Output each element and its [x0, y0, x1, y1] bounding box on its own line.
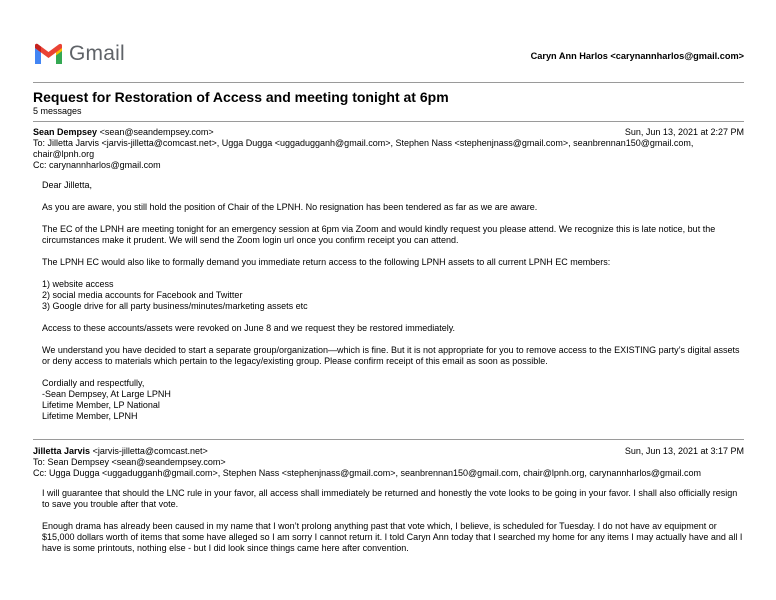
gmail-logo[interactable]	[33, 42, 125, 66]
sender	[33, 127, 214, 138]
paragraph: The EC of the LPNH are meeting tonight for an emergency session at 6pm via Zoom and would kindly request you please attend. We recognize this is late notice, but the circumstances make it prudent. We will send the Zoom login url once you confirm receipt you can attend.	[42, 224, 716, 245]
gmail-m-icon	[33, 42, 64, 66]
sender-name: Jilletta Jarvis	[33, 446, 91, 456]
asset-list	[42, 279, 744, 312]
recipients-cc: Cc: carynannharlos@gmail.com	[33, 160, 161, 170]
message-body	[42, 488, 744, 554]
paragraph: Access to these accounts/assets were revoked on June 8 and we request they be restored immediately.	[42, 323, 456, 333]
message-body	[42, 180, 744, 422]
recipients-to: To: Jilletta Jarvis <jarvis-jilletta@comcast.net>, Ugga Dugga <uggadugganh@gmail.com>, Stephen Nass <stephenjnass@gmail.com>, seanbrennan150@gmail.com,	[33, 138, 694, 148]
list-item: 2) social media accounts for Facebook and Twitter	[42, 290, 243, 300]
header-divider	[33, 82, 744, 83]
sender-email: <sean@seandempsey.com>	[99, 127, 214, 137]
email-print-page	[33, 0, 744, 600]
sender-name: Sean Dempsey	[33, 127, 98, 137]
message-2	[33, 446, 744, 565]
message-1	[33, 127, 744, 422]
message-divider	[33, 439, 744, 440]
recipients-cc: Cc: Ugga Dugga <uggadugganh@gmail.com>, Stephen Nass <stephenjnass@gmail.com>, seanbrennan150@gmail.com, chair@lpnh.org, carynannharlos@gmail.com	[33, 468, 702, 478]
message-count: 5 messages	[33, 106, 82, 116]
paragraph: Enough drama has already been caused in my name that I won’t prolong anything past that vote which, I believe, is scheduled for Tuesday. I do not have av equipment or $15,000 dollars worth of items that some have alleged so I am sorry I cannot return it. I told Caryn Ann today that I searched my home for any items I may actually have and all I have is some printouts, nothing else - but I did look since things came here after convention.	[42, 521, 743, 553]
paragraph: We understand you have decided to start a separate group/organization—which is fine. But it is not appropriate for you to remove access to the EXISTING party’s digital assets or deny access to materials which pertain to the legacy/existing group. Please confirm receipt of this email as soon as possible.	[42, 345, 740, 366]
message-2-header	[33, 446, 744, 457]
signature-line: -Sean Dempsey, At Large LPNH	[42, 389, 171, 399]
greeting: Dear Jilletta,	[42, 180, 93, 190]
paragraph: I will guarantee that should the LNC rule in your favor, all access shall immediately be returned and honestly the vote looks to be going in your favor. I shall also officially resign to save you trouble after that vote.	[42, 488, 738, 509]
account-identity: Caryn Ann Harlos <carynannharlos@gmail.com>	[530, 51, 744, 61]
list-item: 3) Google drive for all party business/minutes/marketing assets etc	[42, 301, 308, 311]
signature-line: Cordially and respectfully,	[42, 378, 145, 388]
sender-email: <jarvis-jilletta@comcast.net>	[92, 446, 208, 456]
message-1-header	[33, 127, 744, 138]
paragraph: The LPNH EC would also like to formally demand you immediate return access to the following LPNH assets to all current LPNH EC members:	[42, 257, 611, 267]
signature-line: Lifetime Member, LP National	[42, 400, 160, 410]
subject-divider	[33, 121, 744, 122]
thread-subject: Request for Restoration of Access and meeting tonight at 6pm	[33, 89, 449, 105]
signature	[42, 378, 744, 422]
recipients-to: To: Sean Dempsey <sean@seandempsey.com>	[33, 457, 226, 467]
list-item: 1) website access	[42, 279, 114, 289]
recipients-to-continued: chair@lpnh.org	[33, 149, 95, 159]
gmail-logo-text: Gmail	[69, 42, 125, 65]
message-date: Sun, Jun 13, 2021 at 3:17 PM	[624, 446, 744, 456]
message-date: Sun, Jun 13, 2021 at 2:27 PM	[624, 127, 744, 137]
signature-line: Lifetime Member, LPNH	[42, 411, 138, 421]
paragraph: As you are aware, you still hold the position of Chair of the LPNH. No resignation has been tendered as far as we are aware.	[42, 202, 538, 212]
sender	[33, 446, 208, 457]
